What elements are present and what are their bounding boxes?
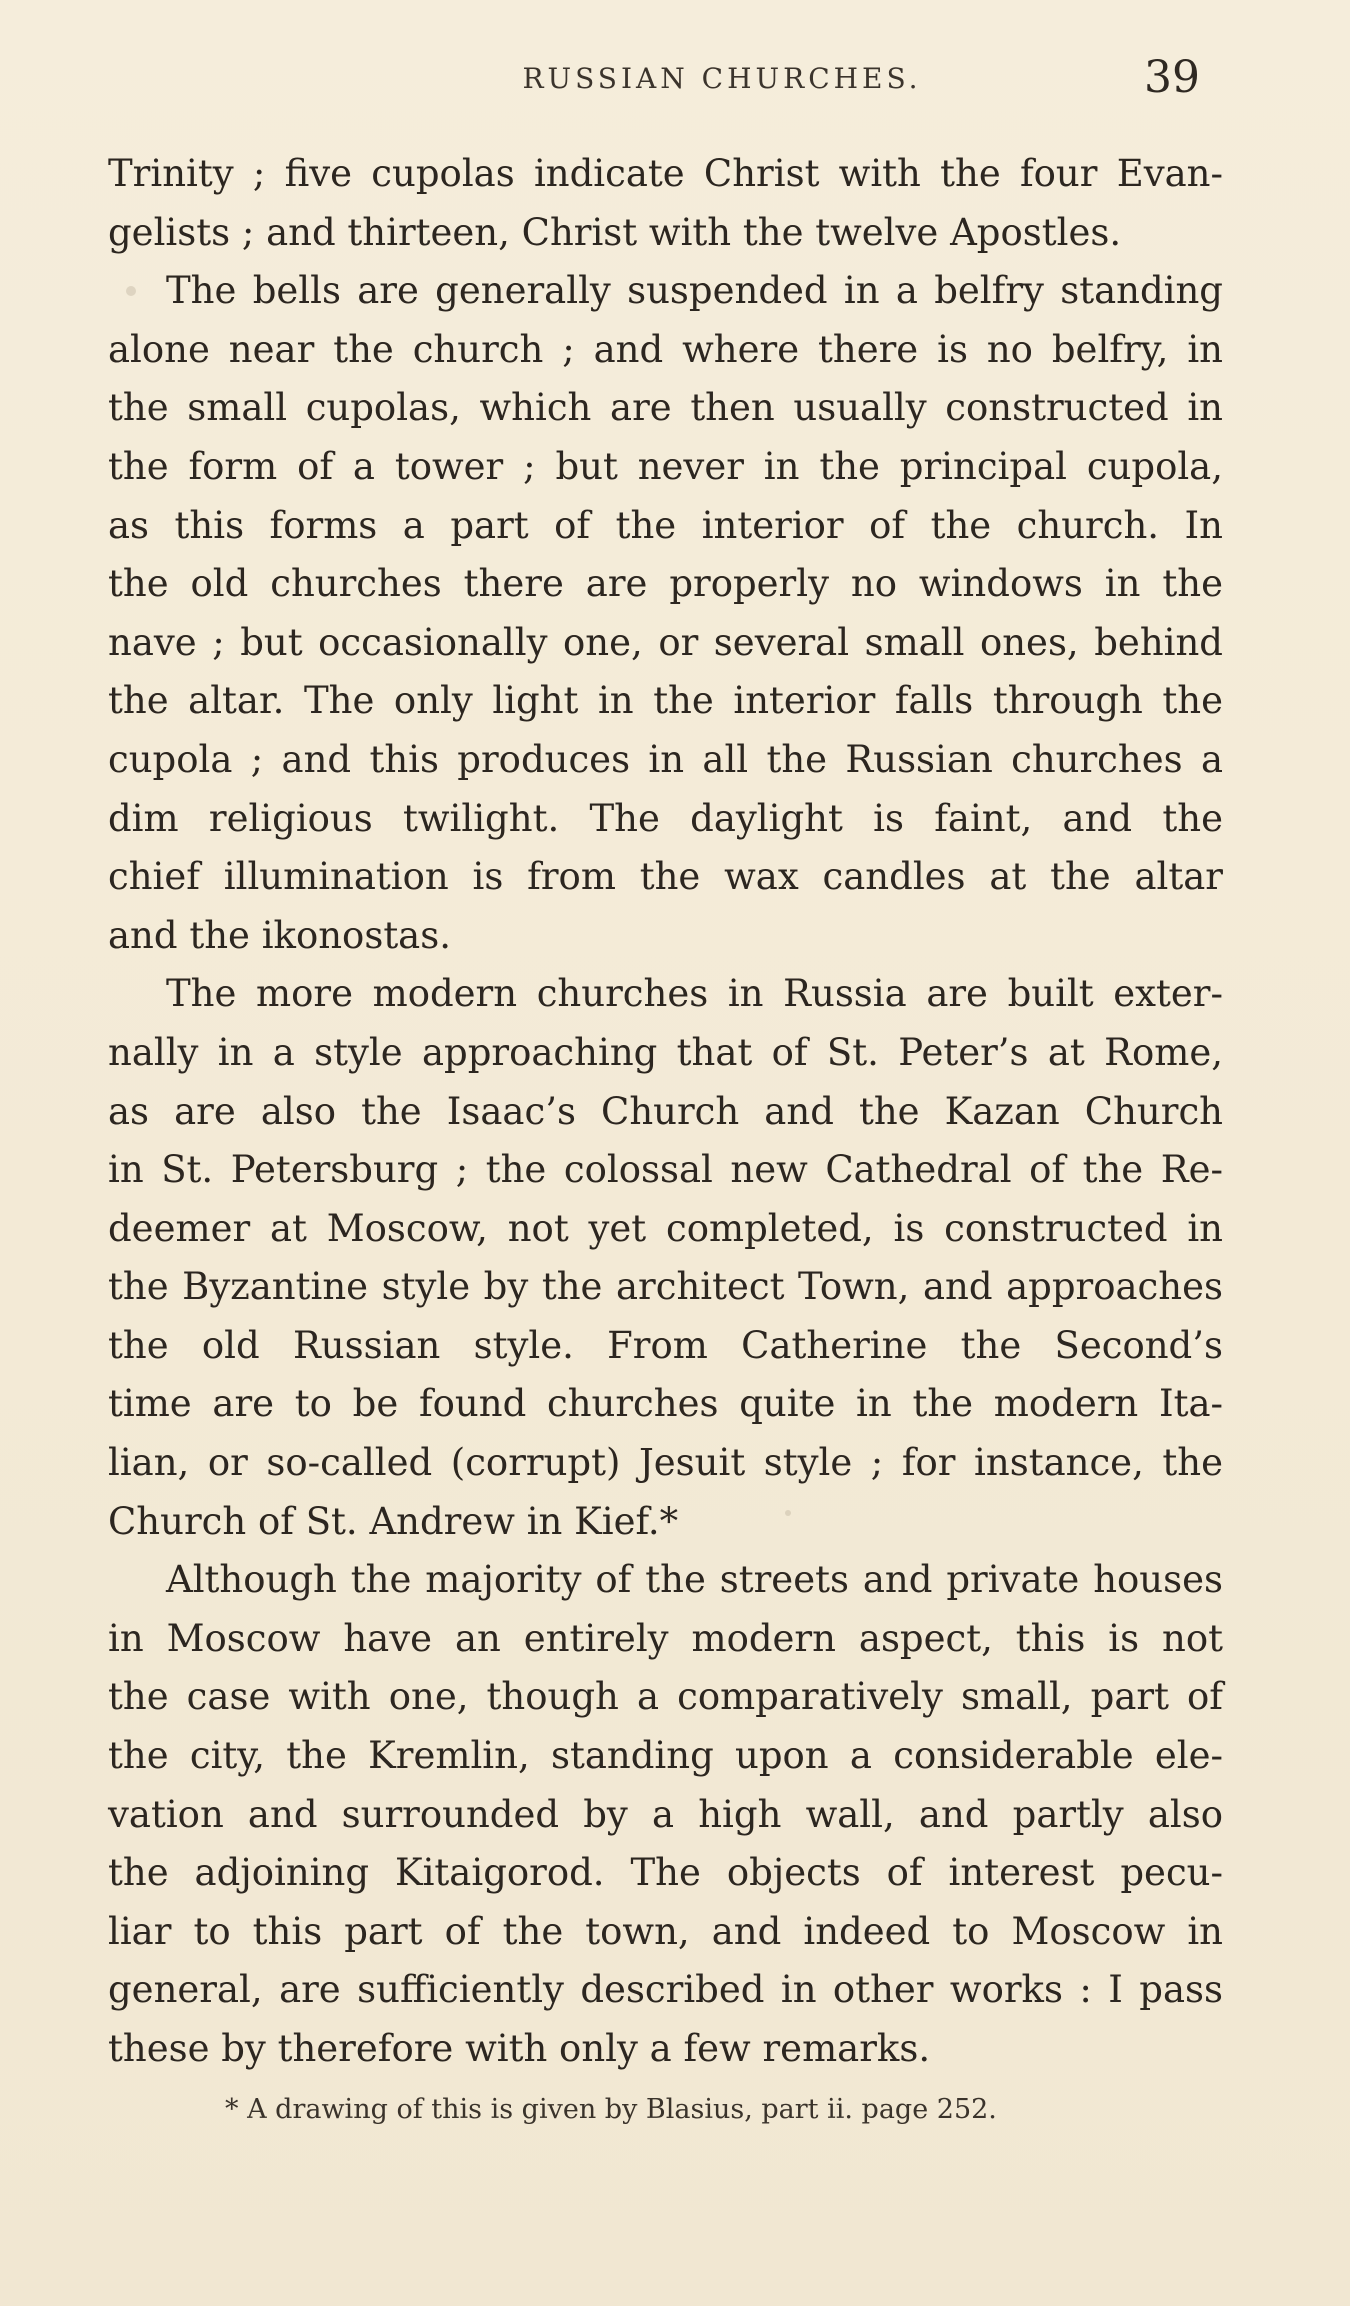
text-line: Although the majority of the streets and private houses: [166, 1558, 1223, 1602]
text-line: chief illumination is from the wax candles at the altar: [108, 855, 1223, 899]
text-line: the old Russian style. From Catherine the Second’s: [108, 1323, 1223, 1367]
text-line: Church of St. Andrew in Kief.*: [108, 1499, 679, 1543]
running-title: RUSSIAN CHURCHES.: [522, 62, 922, 95]
text-line: cupola ; and this produces in all the Russian churches a: [108, 737, 1223, 781]
text-line: alone near the church ; and where there is no belfry, in: [108, 327, 1223, 371]
text-line: the form of a tower ; but never in the principal cupola,: [108, 444, 1223, 488]
text-line: in Moscow have an entirely modern aspect, this is not: [108, 1616, 1223, 1660]
text-line: Trinity ; five cupolas indicate Christ with the four Evan-: [108, 152, 1223, 195]
text-line: general, are sufficiently described in other works : I pass: [108, 1968, 1223, 2012]
page-number: 39: [1144, 52, 1200, 103]
text-line: as this forms a part of the interior of the church. In: [108, 503, 1223, 547]
text-line: nave ; but occasionally one, or several small ones, behind: [108, 620, 1223, 664]
body-text: [108, 145, 1223, 2079]
text-line: the adjoining Kitaigorod. The objects of interest pecu-: [108, 1851, 1223, 1895]
text-line: nally in a style approaching that of St. Peter’s at Rome,: [108, 1030, 1223, 1074]
paper-speck: [126, 286, 136, 296]
text-line: the altar. The only light in the interior falls through the: [108, 679, 1223, 723]
text-line: liar to this part of the town, and indeed to Moscow in: [108, 1909, 1223, 1953]
text-line: the Byzantine style by the architect Town, and approaches: [108, 1265, 1223, 1309]
text-line: as are also the Isaac’s Church and the Kazan Church: [108, 1089, 1223, 1133]
text-line: time are to be found churches quite in the modern Ita-: [108, 1382, 1223, 1426]
text-line: dim religious twilight. The daylight is faint, and the: [108, 796, 1223, 840]
paper-speck: [785, 1510, 791, 1516]
text-line: The more modern churches in Russia are built exter-: [166, 972, 1223, 1016]
text-line: the old churches there are properly no windows in the: [108, 562, 1223, 606]
text-line: the city, the Kremlin, standing upon a considerable ele-: [108, 1734, 1223, 1778]
text-line: these by therefore with only a few remarks.: [108, 2027, 931, 2070]
text-line: vation and surrounded by a high wall, and partly also: [108, 1792, 1223, 1836]
text-line: in St. Petersburg ; the colossal new Cathedral of the Re-: [108, 1148, 1223, 1192]
footnote: * A drawing of this is given by Blasius, part ii. page 252.: [225, 2094, 997, 2125]
text-line: lian, or so-called (corrupt) Jesuit style ; for instance, the: [108, 1441, 1223, 1485]
text-line: deemer at Moscow, not yet completed, is constructed in: [108, 1206, 1223, 1250]
page-header: [110, 52, 1220, 112]
text-line: the small cupolas, which are then usually constructed in: [108, 386, 1223, 430]
text-line: the case with one, though a comparatively small, part of: [108, 1675, 1223, 1719]
text-line: The bells are generally suspended in a belfry standing: [166, 269, 1223, 313]
text-line: gelists ; and thirteen, Christ with the twelve Apostles.: [108, 210, 1122, 254]
text-line: and the ikonostas.: [108, 913, 451, 957]
